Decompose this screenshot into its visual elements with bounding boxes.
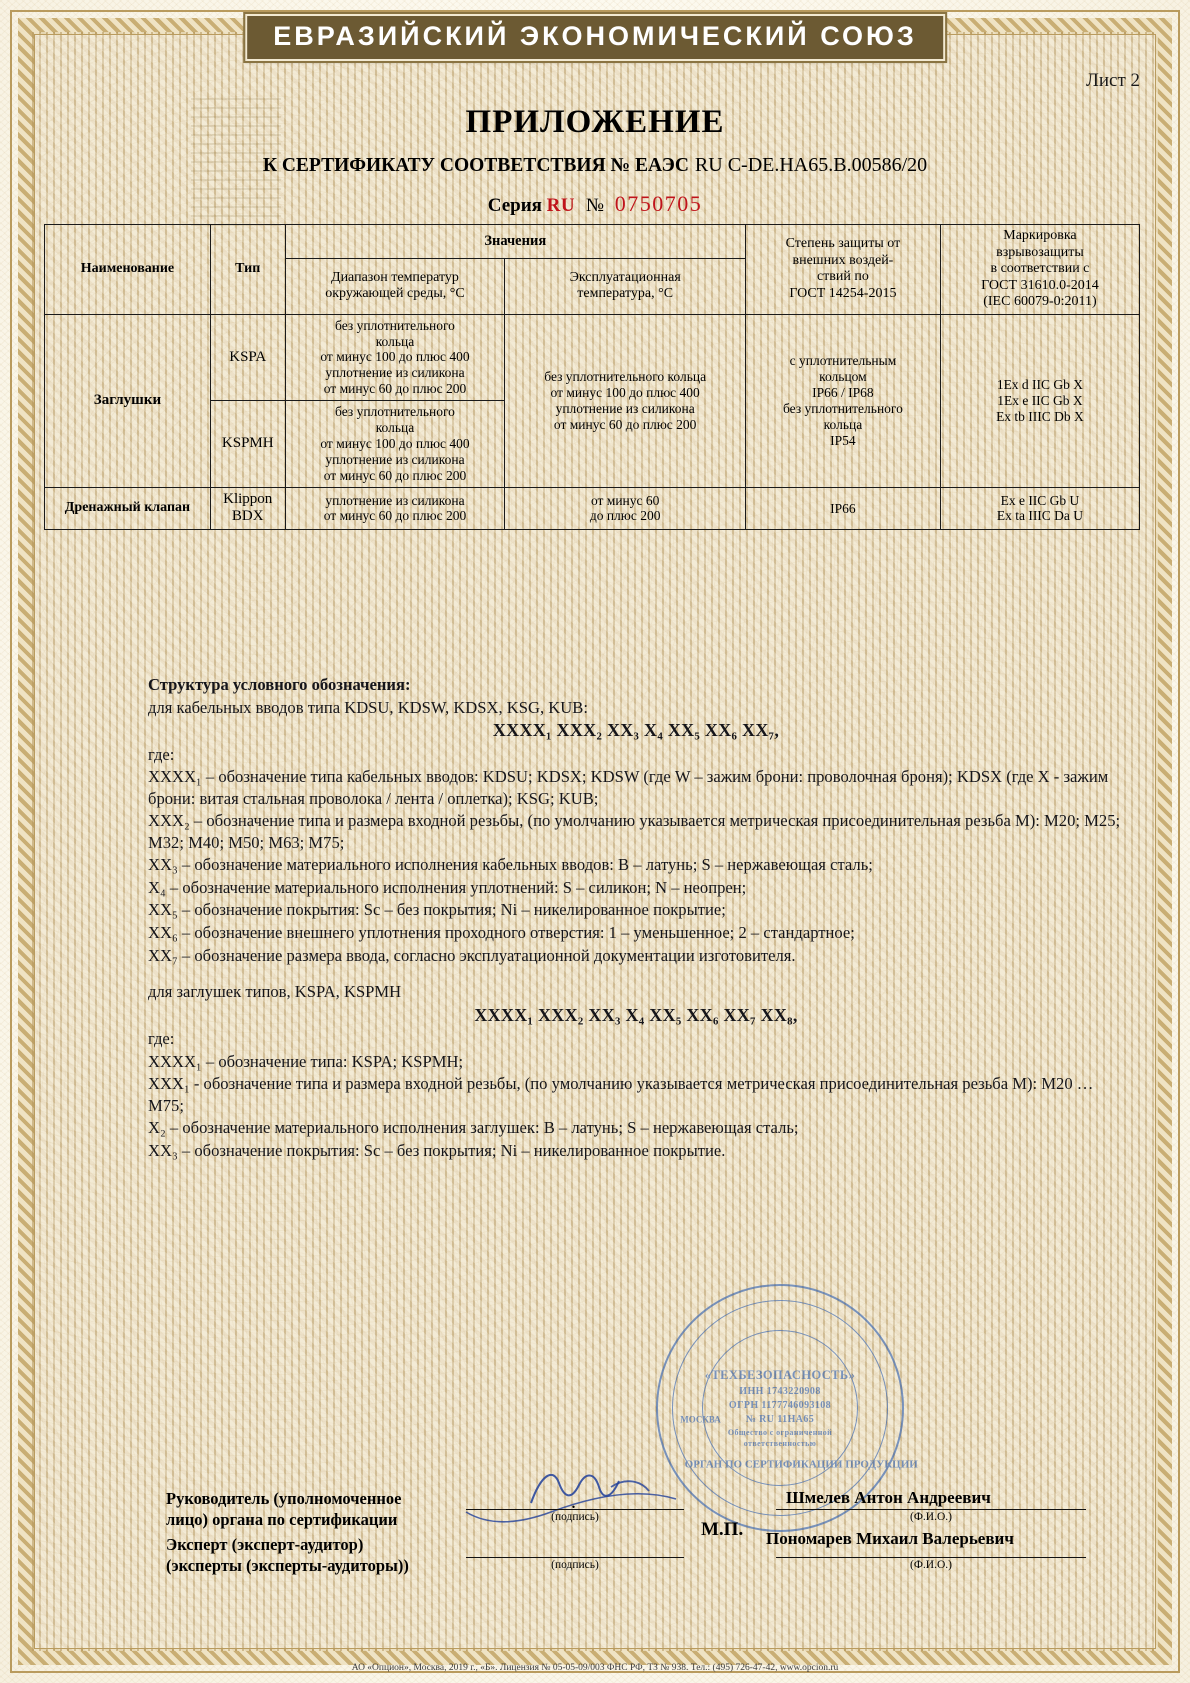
header-marking-l1: Маркировка: [1003, 228, 1077, 243]
head-fio-caption: (Ф.И.О.): [910, 1511, 952, 1523]
plug-item-1: XXXX₁ – обозначение типа: KSPA; KSPMH;: [148, 1051, 464, 1071]
valve-mark-l2: Ex ta IIIC Da U: [996, 508, 1084, 524]
table-row: [45, 314, 1140, 401]
specification-table: [44, 224, 1140, 530]
row-ambient-kspa: [285, 314, 505, 401]
header-marking-l4: ГОСТ 31610.0-2014: [981, 277, 1099, 293]
marking-l2: 1Ex e IIC Gb X: [997, 392, 1083, 408]
stamp-inn: ИНН 1743220908: [739, 1385, 821, 1397]
stamp-ru-code: № RU 11НА65: [745, 1413, 815, 1425]
valve-type-l1: Klippon: [223, 490, 273, 507]
row-type-valve: [210, 487, 285, 529]
page-title: ПРИЛОЖЕНИЕ: [465, 104, 725, 140]
where-label-1: где:: [148, 744, 175, 764]
expert-fio-line: [776, 1557, 1086, 1558]
header-ip-l1: Степень защиты от: [785, 236, 901, 252]
ambient-a-l3: от минус 100 до плюс 400: [320, 349, 470, 365]
header-ip-l4: ГОСТ 14254-2015: [789, 285, 897, 301]
plug-intro: для заглушек типов, KSPA, KSPMH: [148, 982, 402, 1002]
struct-title: Структура условного обозначения:: [148, 675, 411, 694]
cable-item-5: XX₅ – обозначение покрытия: Sc – без покрытия; Ni – никелированное покрытие;: [148, 900, 726, 920]
expert-label-l1: Эксперт (эксперт-аудитор): [166, 1535, 364, 1554]
ip-l3: IP66 / IP68: [812, 384, 874, 400]
stamp-arc-top: ОРГАН ПО СЕРТИФИКАЦИИ ПРОДУКЦИИ: [684, 1458, 918, 1471]
eaeu-banner-text: ЕВРАЗИЙСКИЙ ЭКОНОМИЧЕСКИЙ СОЮЗ: [273, 21, 917, 51]
series-row: [36, 191, 1154, 217]
header-name: Наименование: [45, 225, 211, 315]
row-type-kspmh: KSPMH: [210, 401, 285, 488]
cable-formula: XXXX₁ XXX₂ XX₃ X₄ XX₅ XX₆ XX₇,: [492, 720, 780, 741]
plug-formula: XXXX₁ XXX₂ XX₃ X₄ XX₅ XX₆ XX₇ XX₈,: [474, 1004, 798, 1025]
stamp-extra: Общество с ограниченной ответственностью: [727, 1427, 833, 1448]
header-operating-l2: температура, °C: [577, 286, 674, 302]
cable-item-6: XX₆ – обозначение внешнего уплотнения проходного отверстия: 1 – уменьшенное; 2 – стандартное;: [148, 923, 855, 943]
certificate-subtitle-text: К СЕРТИФИКАТУ СООТВЕТСТВИЯ № ЕАЭС: [262, 155, 689, 176]
plug-item-3: X₂ – обозначение материального исполнения заглушек: B – латунь; S – нержавеющая сталь;: [148, 1118, 799, 1138]
operating-l1: без уплотнительного кольца: [544, 368, 707, 384]
valve-oper-l1: от минус 60: [590, 492, 660, 508]
cable-item-7: XX₇ – обозначение размера ввода, согласно эксплуатационной документации изготовителя.: [148, 945, 796, 965]
blank-number: 0750705: [614, 191, 703, 216]
valve-oper-l2: до плюс 200: [589, 508, 661, 524]
header-ip: [745, 225, 940, 315]
header-marking-l3: в соответствии с: [990, 261, 1090, 277]
header-marking: [940, 225, 1139, 315]
sheet-number: Лист 2: [1085, 70, 1140, 91]
header-type: Тип: [210, 225, 285, 315]
plug-item-4: XX₃ – обозначение покрытия: Sc – без покрытия; Ni – никелированное покрытие.: [148, 1140, 726, 1160]
ip-l2: кольцом: [819, 368, 867, 384]
signature-block: [166, 1489, 1106, 1581]
cable-item-1: XXXX₁ – обозначение типа кабельных вводов: KDSU; KDSX; KDSW (где W – зажим брони: проволочная броня); KDSX (где X - зажим брони: витая стальная проволока / лента / оплетка); KSG; KUB;: [148, 767, 1109, 808]
row-operating-plugs: [505, 314, 746, 487]
head-fio-line: [776, 1509, 1086, 1510]
expert-podpis-caption: (подпись): [551, 1559, 599, 1571]
table-header-values-row: [45, 225, 1140, 259]
ip-l4: без уплотнительного: [782, 400, 903, 416]
ip-l6: IP54: [830, 432, 856, 448]
mp-label: М.П.: [701, 1519, 744, 1540]
expert-signature-line: [466, 1557, 684, 1558]
ambient-a-l1: без уплотнительного: [335, 317, 455, 333]
operating-l3: уплотнение из силикона: [555, 400, 695, 416]
plug-item-2: XXX₁ - обозначение типа и размера входной резьбы, (по умолчанию указывается метрическая присоединительная резьба М): M20 … M75;: [148, 1074, 1094, 1115]
header-ip-l2: внешних воздей-: [792, 252, 894, 268]
header-values: Значения: [285, 225, 745, 259]
header-ambient: [285, 258, 505, 314]
row-ip-valve: IP66: [745, 487, 940, 529]
expert-label-l2: (эксперты (эксперты-аудиторы)): [166, 1555, 409, 1575]
header-marking-l5: (IEC 60079-0:2011): [983, 294, 1097, 310]
header-operating-l1: Эксплуатационная: [569, 269, 681, 285]
ip-l1: с уплотнительным: [789, 352, 897, 368]
row-marking-valve: [940, 487, 1139, 529]
expert-label: [166, 1535, 409, 1576]
certificate-subtitle: [36, 154, 1154, 177]
spacer: [148, 967, 1124, 981]
stamp-ogrn: ОГРН 1177746093108: [728, 1399, 832, 1411]
row-name-plugs: Заглушки: [45, 314, 211, 487]
header-marking-l2: взрывозащиты: [996, 244, 1084, 260]
cable-intro: для кабельных вводов типа KDSU, KDSW, KDSX, KSG, KUB:: [148, 697, 588, 717]
expert-fio-caption: (Ф.И.О.): [910, 1559, 952, 1571]
head-label: [166, 1489, 401, 1530]
ambient-b-l5: от минус 60 до плюс 200: [323, 467, 467, 483]
row-type-kspa: KSPA: [210, 314, 285, 401]
ambient-b-l1: без уплотнительного: [335, 404, 455, 420]
ambient-b-l3: от минус 100 до плюс 400: [320, 436, 470, 452]
header-operating: [505, 258, 746, 314]
ambient-a-l5: от минус 60 до плюс 200: [323, 381, 467, 397]
series-label: Серия: [487, 195, 542, 216]
valve-mark-l1: Ex e IIC Gb U: [1000, 492, 1080, 508]
number-sign: №: [585, 195, 605, 216]
valve-amb-l2: от минус 60 до плюс 200: [323, 508, 467, 524]
head-label-l2: лицо) органа по сертификации: [166, 1509, 398, 1529]
cable-item-4: X₄ – обозначение материального исполнения уплотнений: S – силикон; N – неопрен;: [148, 877, 747, 897]
row-ambient-kspmh: [285, 401, 505, 488]
where-label-2: где:: [148, 1029, 175, 1049]
row-marking-plugs: [940, 314, 1139, 487]
table-row: [45, 487, 1140, 529]
operating-l4: от минус 60 до плюс 200: [553, 416, 697, 432]
operating-l2: от минус 100 до плюс 400: [550, 384, 700, 400]
ambient-b-l2: кольца: [375, 420, 415, 436]
eaeu-banner: [245, 14, 945, 61]
ambient-b-l4: уплотнение из силикона: [325, 451, 465, 467]
ambient-a-l4: уплотнение из силикона: [325, 365, 465, 381]
valve-type-l2: BDX: [231, 508, 264, 525]
expert-name: Пономарев Михаил Валерьевич: [766, 1529, 1014, 1548]
cable-item-2: XXX₂ – обозначение типа и размера входной резьбы, (по умолчанию указывается метрическая присоединительная резьба М): M20; M25; M32; M40; M50; M63; M75;: [148, 811, 1121, 852]
stamp-org-name: «ТЕХБЕЗОПАСНОСТЬ»: [704, 1368, 856, 1383]
document-content: [36, 21, 1154, 1647]
series-value: RU: [546, 195, 576, 216]
row-ambient-valve: [285, 487, 505, 529]
row-ip-plugs: [745, 314, 940, 487]
head-label-l1: Руководитель (уполномоченное: [166, 1489, 402, 1508]
marking-l1: 1Ex d IIC Gb X: [996, 376, 1084, 392]
row-operating-valve: [505, 487, 746, 529]
ambient-a-l2: кольца: [375, 333, 415, 349]
marking-l3: Ex tb IIIC Db X: [996, 408, 1084, 424]
cable-item-3: XX₃ – обозначение материального исполнения кабельных вводов: B – латунь; S – нержавеющая сталь;: [148, 855, 873, 875]
signature-dot: .: [571, 1491, 576, 1513]
header-ip-l3: ствий по: [816, 269, 869, 285]
valve-amb-l1: уплотнение из силикона: [325, 492, 465, 508]
header-ambient-l2: окружающей среды, °C: [325, 286, 465, 302]
head-name: Шмелев Антон Андреевич: [786, 1488, 991, 1507]
header-ambient-l1: Диапазон температур: [331, 269, 459, 285]
head-signature-line: [466, 1509, 684, 1510]
stamp-arc-bottom: МОСКВА: [680, 1414, 721, 1425]
head-podpis-caption: (подпись): [551, 1511, 599, 1523]
certificate-number: RU C-DE.HA65.B.00586/20: [694, 154, 928, 176]
ip-l5: кольца: [823, 416, 863, 432]
printer-footer: АО «Опцион», Москва, 2019 г., «Б». Лицензия № 05-05-09/003 ФНС РФ, ТЗ № 938. Тел.: (495) 726-47-42, www.opcion.ru: [351, 1663, 839, 1673]
designation-structure-section: [148, 674, 1124, 1162]
row-name-valve: Дренажный клапан: [45, 487, 211, 529]
